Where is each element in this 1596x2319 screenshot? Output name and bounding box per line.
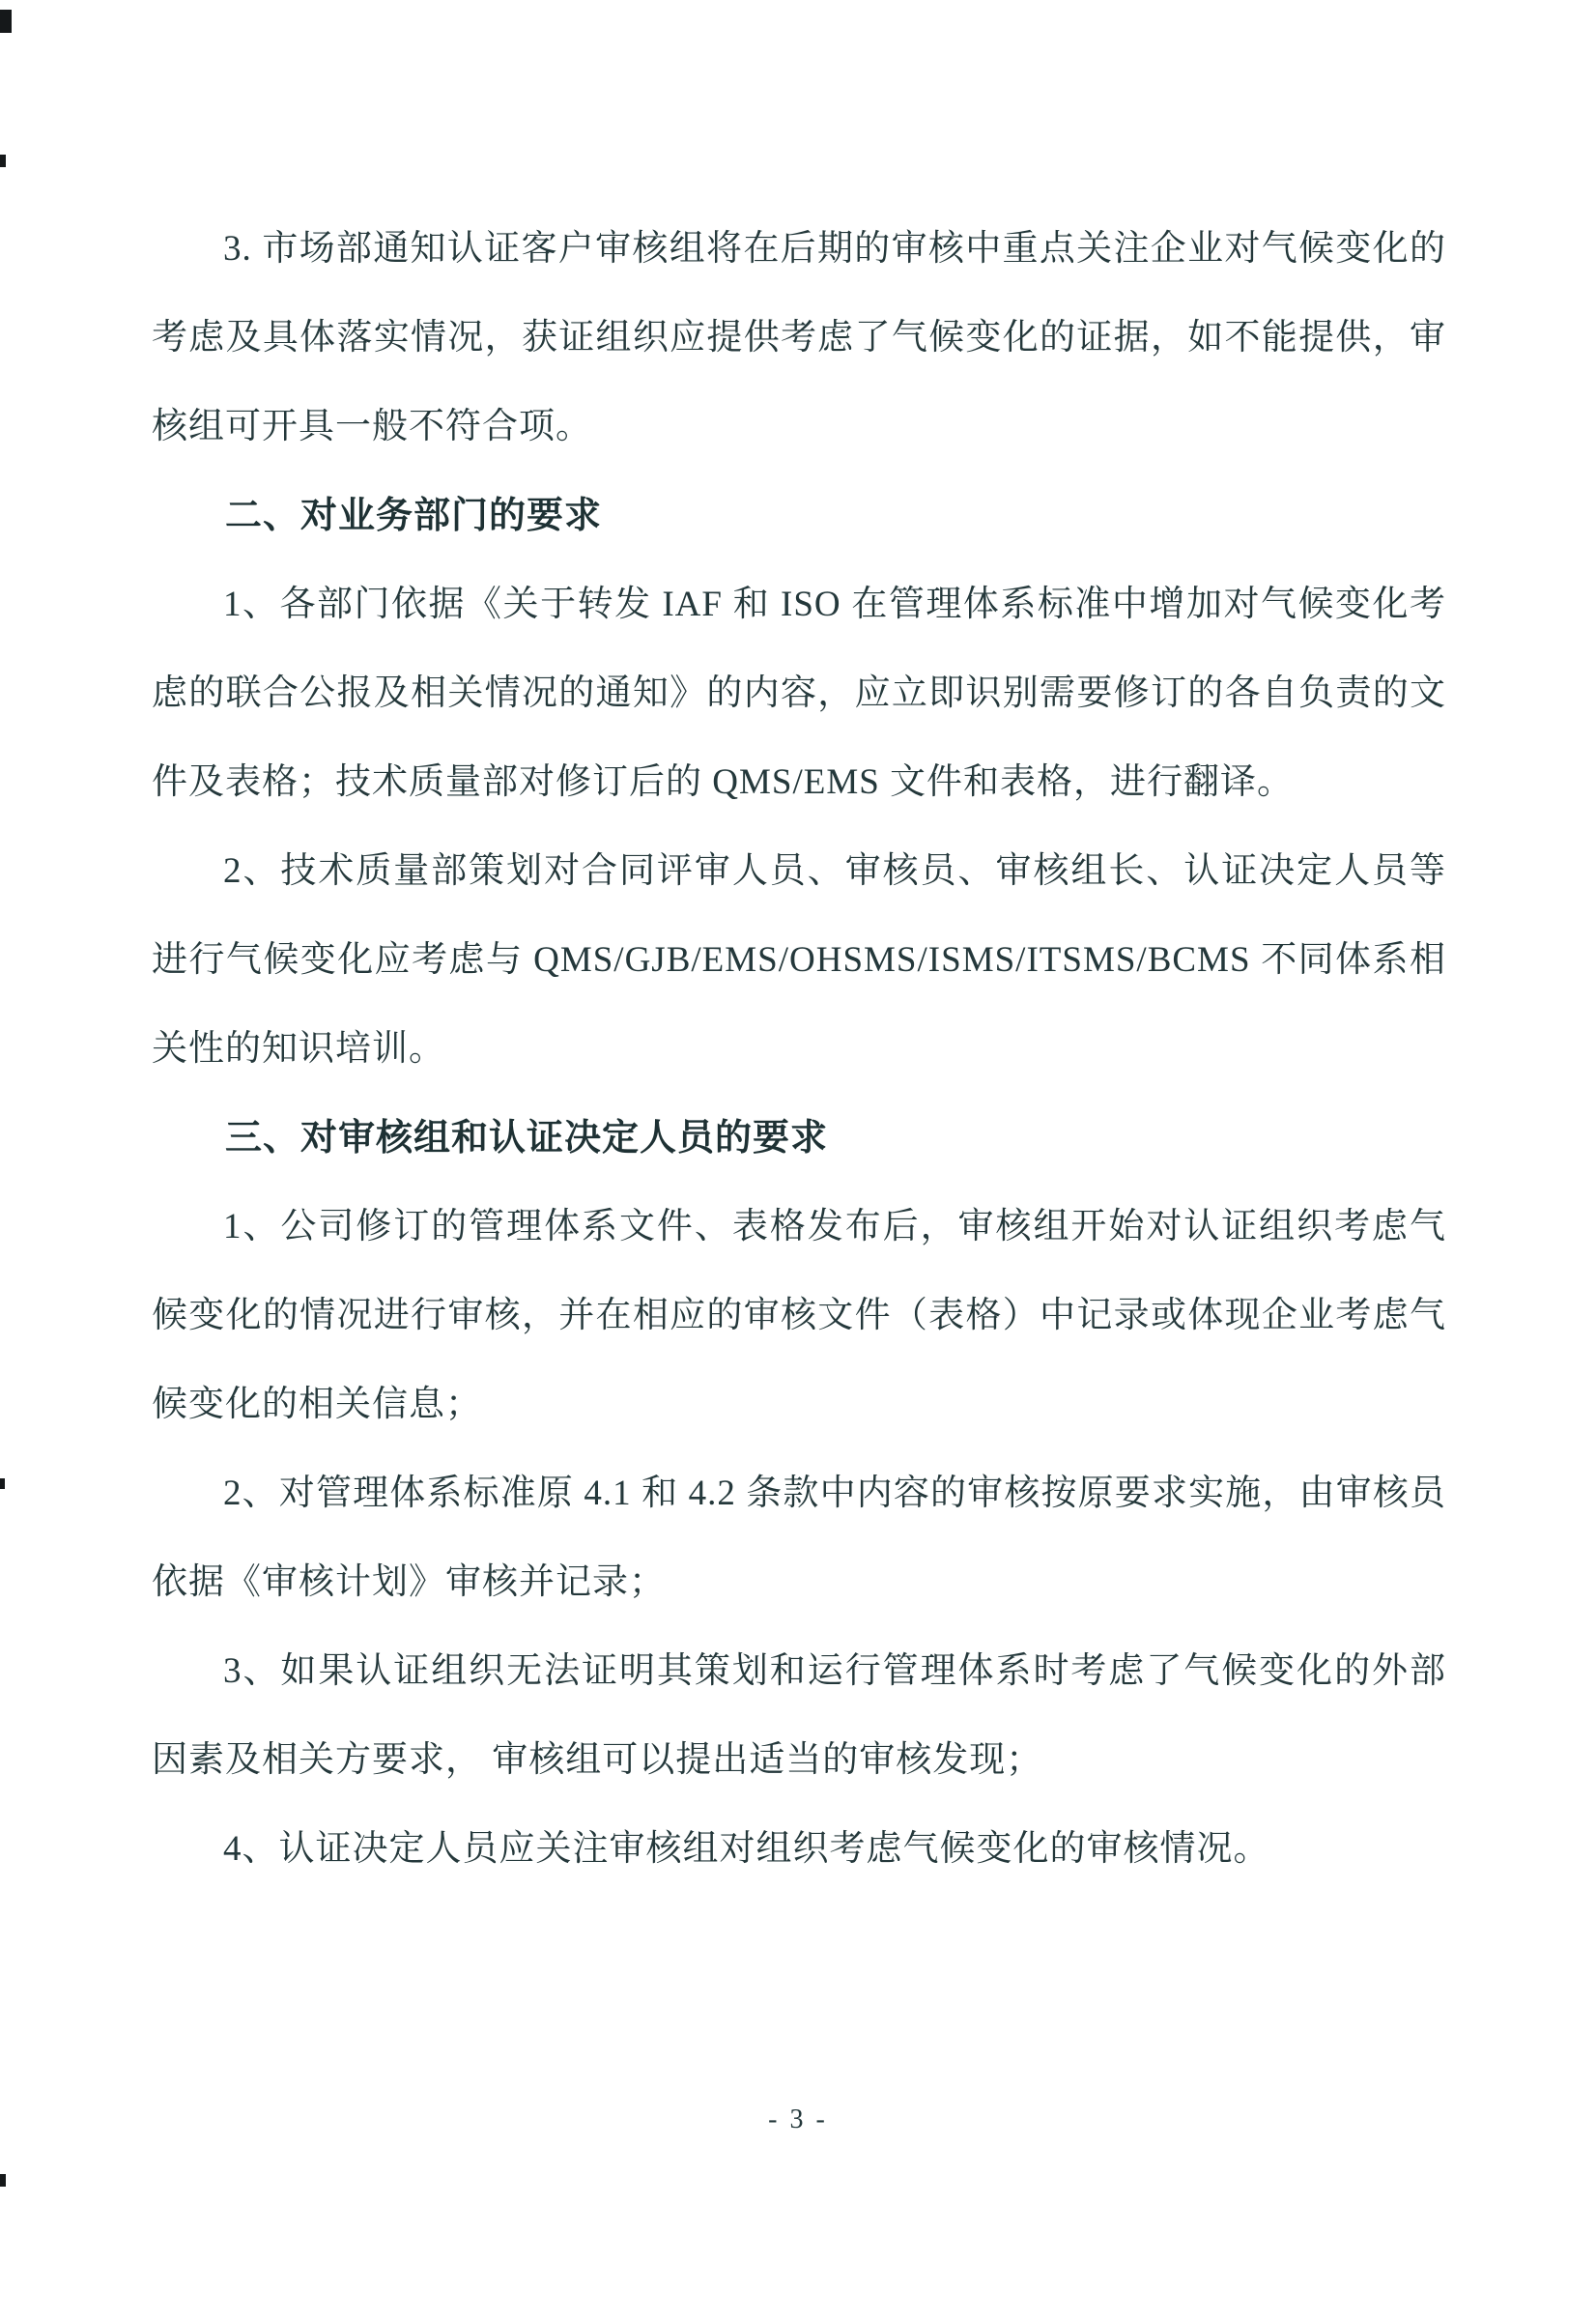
paragraph-clause-4-1-4-2: 2、对管理体系标准原 4.1 和 4.2 条款中内容的审核按原要求实施，由审核员依据《审核计划》审核并记录； (152, 1474, 1446, 1602)
section-heading-business-depts: 二、对业务部门的要求 (225, 496, 603, 536)
section-heading-audit-team: 三、对审核组和认证决定人员的要求 (225, 1118, 829, 1159)
paragraph-market-dept-notice: 3. 市场部通知认证客户审核组将在后期的审核中重点关注企业对气候变化的考虑及具体落实情况，获证组织应提供考虑了气候变化的证据，如不能提供，审核组可开具一般不符合项。 (152, 229, 1446, 446)
paragraph-training-plan: 2、技术质量部策划对合同评审人员、审核员、审核组长、认证决定人员等进行气候变化应考虑与 QMS/GJB/EMS/OHSMS/ISMS/ITSMS/BCMS 不同体系相关性的知识培训。 (152, 851, 1446, 1069)
document-body (152, 205, 1446, 1894)
paragraph-cert-decision: 4、认证决定人员应关注审核组对组织考虑气候变化的审核情况。 (223, 1829, 1270, 1869)
paragraph-depts-revise-docs: 1、各部门依据《关于转发 IAF 和 ISO 在管理体系标准中增加对气候变化考虑的联合公报及相关情况的通知》的内容，应立即识别需要修订的各自负责的文件及表格；技术质量部对修订后的 QMS/EMS 文件和表格，进行翻译。 (152, 585, 1446, 802)
page-number: - 3 - (768, 2104, 828, 2134)
paragraph-audit-after-release: 1、公司修订的管理体系文件、表格发布后，审核组开始对认证组织考虑气候变化的情况进行审核，并在相应的审核文件（表格）中记录或体现企业考虑气候变化的相关信息； (152, 1207, 1446, 1424)
scan-artifact-left-lower (0, 2174, 6, 2187)
paragraph-audit-findings: 3、如果认证组织无法证明其策划和运行管理体系时考虑了气候变化的外部因素及相关方要求， 审核组可以提出适当的审核发现； (152, 1651, 1446, 1780)
scan-artifact-left-upper (0, 155, 6, 167)
scan-artifact-top-left (0, 10, 12, 33)
scan-artifact-left-middle (0, 1478, 5, 1489)
